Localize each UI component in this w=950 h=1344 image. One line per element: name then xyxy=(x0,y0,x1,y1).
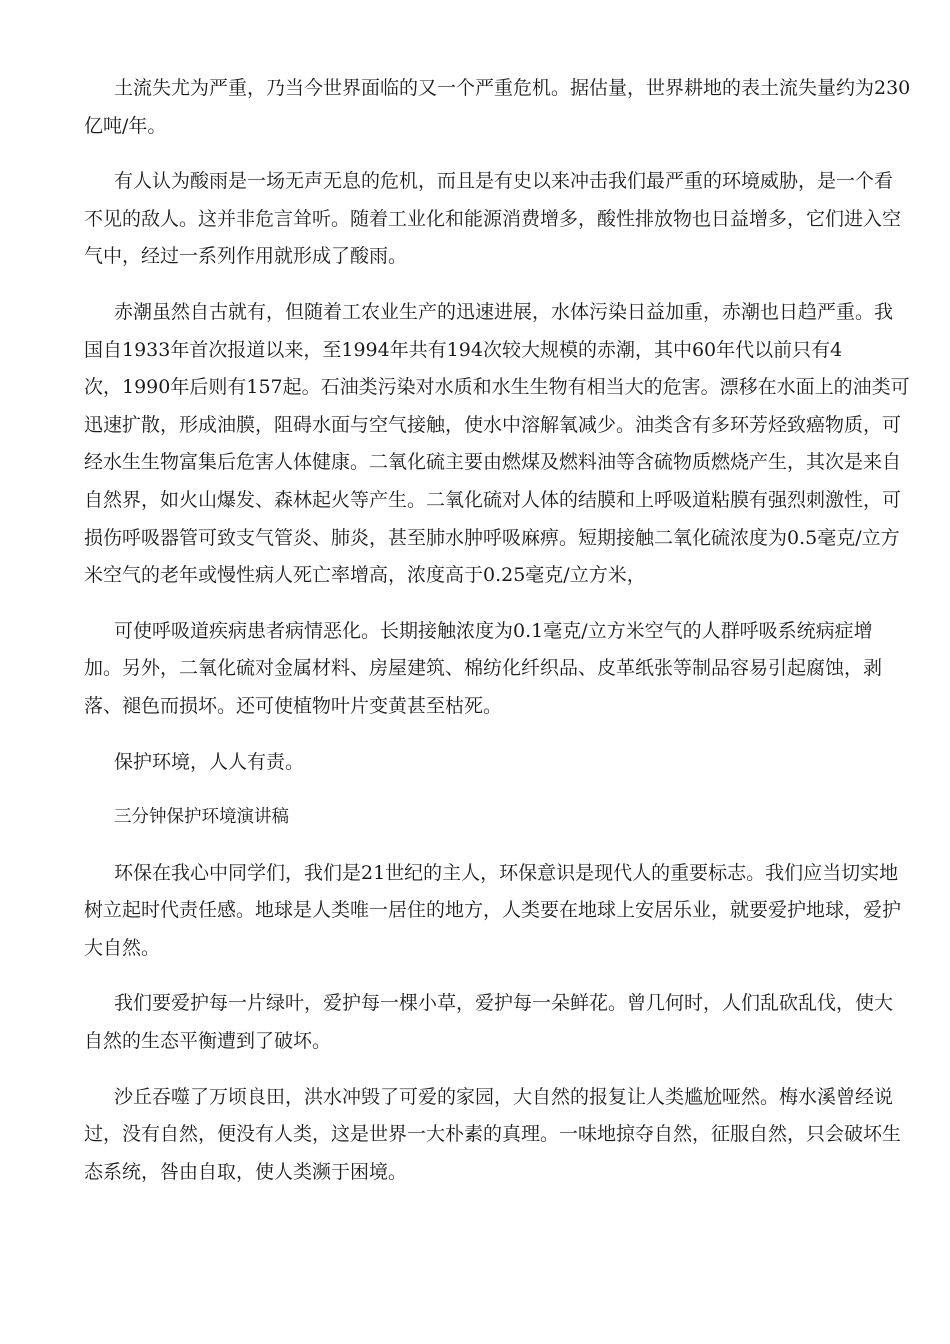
body-paragraph xyxy=(84,744,870,782)
text-line: 经水生生物富集后危害人体健康。二氧化硫主要由燃煤及燃料油等含硫物质燃烧产生，其次是来自 xyxy=(84,451,902,474)
document-page xyxy=(84,70,911,1209)
text-line: 自然的生态平衡遭到了破坏。 xyxy=(84,1030,332,1053)
text-line: 环保在我心中同学们，我们是21世纪的主人，环保意识是现代人的重要标志。我们应当切实地 xyxy=(114,861,899,884)
text-line: 有人认为酸雨是一场无声无息的危机，而且是有史以来冲击我们最严重的环境威胁，是一个看 xyxy=(114,170,894,193)
text-line: 赤潮虽然自古就有，但随着工农业生产的迅速进展，水体污染日益加重，赤潮也日趋严重。我 xyxy=(114,300,894,323)
text-line: 沙丘吞噬了万顷良田，洪水冲毁了可爱的家园，大自然的报复让人类尴尬哑然。梅水溪曾经说 xyxy=(114,1085,894,1108)
text-line: 损伤呼吸器管可致支气管炎、肺炎，甚至肺水肿呼吸麻痹。短期接触二氧化硫浓度为0.5毫克/立方 xyxy=(84,526,900,549)
text-line: 亿吨/年。 xyxy=(84,114,167,137)
text-line: 国自1933年首次报道以来，至1994年共有194次较大规模的赤潮，其中60年代以前只有4 xyxy=(84,338,843,361)
text-line: 加。另外，二氧化硫对金属材料、房屋建筑、棉纺化纤织品、皮革纸张等制品容易引起腐蚀，剥 xyxy=(84,657,883,680)
body-paragraph xyxy=(84,163,902,276)
text-line: 三分钟保护环境演讲稿 xyxy=(114,807,289,828)
body-paragraph xyxy=(84,985,894,1060)
body-paragraph xyxy=(84,294,910,595)
text-line: 保护环境，人人有责。 xyxy=(114,750,305,773)
body-paragraph xyxy=(84,70,911,145)
text-line: 树立起时代责任感。地球是人类唯一居住的地方，人类要在地球上安居乐业，就要爱护地球，爱护 xyxy=(84,899,902,922)
text-line: 自然界，如火山爆发、森林起火等产生。二氧化硫对人体的结膜和上呼吸道粘膜有强烈刺激性，可 xyxy=(84,488,902,511)
text-line: 次，1990年后则有157起。石油类污染对水质和水生生物有相当大的危害。漂移在水面上的油类可 xyxy=(84,376,910,399)
text-line: 过，没有自然，便没有人类，这是世界一大朴素的真理。一味地掠夺自然，征服自然，只会破坏生 xyxy=(84,1123,902,1146)
text-line: 米空气的老年或慢性病人死亡率增高，浓度高于0.25毫克/立方米， xyxy=(84,564,646,587)
text-line: 土流失尤为严重，乃当今世界面临的又一个严重危机。据估量，世界耕地的表土流失量约为230 xyxy=(114,77,911,99)
body-paragraph xyxy=(84,613,883,726)
section-heading xyxy=(84,799,870,837)
text-line: 态系统，咎由自取，使人类濒于困境。 xyxy=(84,1160,408,1183)
text-line: 不见的敌人。这并非危言耸听。随着工业化和能源消费增多，酸性排放物也日益增多，它们进入空 xyxy=(84,207,902,230)
text-line: 迅速扩散，形成油膜，阻碍水面与空气接触，使水中溶解氧减少。油类含有多环芳烃致癌物质，可 xyxy=(84,413,902,436)
body-paragraph xyxy=(84,855,902,968)
body-paragraph xyxy=(84,1079,902,1192)
text-line: 大自然。 xyxy=(84,936,161,959)
text-line: 落、褪色而损坏。还可使植物叶片变黄甚至枯死。 xyxy=(84,694,503,717)
text-line: 气中，经过一系列作用就形成了酸雨。 xyxy=(84,245,408,268)
text-line: 可使呼吸道疾病患者病情恶化。长期接触浓度为0.1毫克/立方米空气的人群呼吸系统病症增 xyxy=(114,619,873,642)
text-line: 我们要爱护每一片绿叶，爱护每一棵小草，爱护每一朵鲜花。曾几何时，人们乱砍乱伐，使大 xyxy=(114,992,894,1015)
